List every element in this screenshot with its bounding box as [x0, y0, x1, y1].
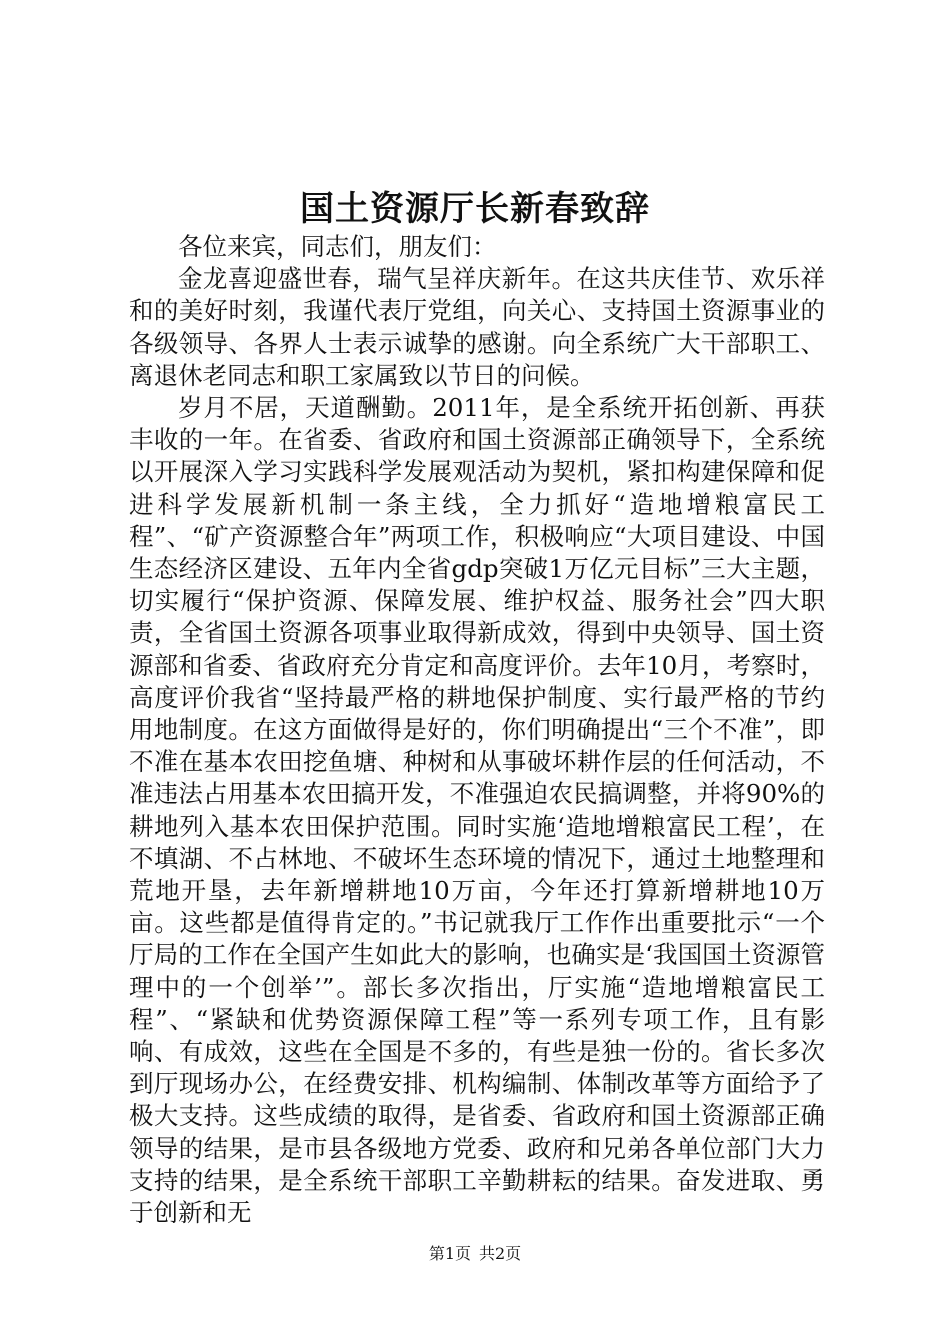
- page-total: 共2页: [479, 1244, 522, 1263]
- review-paragraph: 岁月不居，天道酬勤。2011年，是全系统开拓创新、再获丰收的一年。在省委、省政府和国土资源部正确领导下，全系统以开展深入学习实践科学发展观活动为契机，紧扣构建保障和促进科学发展新机制一条主线，全力抓好“造地增粮富民工程”、“矿产资源整合年”两项工作，积极响应“大项目建设、中国生态经济区建设、五年内全省gdp突破1万亿元目标”三大主题，切实履行“保护资源、保障发展、维护权益、服务社会”四大职责，全省国土资源各项事业取得新成效，得到中央领导、国土资源部和省委、省政府充分肯定和高度评价。去年10月，考察时，高度评价我省“坚持最严格的耕地保护制度、实行最严格的节约用地制度。在这方面做得是好的，你们明确提出“三个不准”，即不准在基本农田挖鱼塘、种树和从事破坏耕作层的任何活动，不准违法占用基本农田搞开发，不准强迫农民搞调整，并将90%的耕地列入基本农田保护范围。同时实施‘造地增粮富民工程’，在不填湖、不占林地、不破坏生态环境的情况下，通过土地整理和荒地开垦，去年新增耕地10万亩，今年还打算新增耕地10万亩。这些都是值得肯定的。”书记就我厅工作作出重要批示“一个厅局的工作在全国产生如此大的影响，也确实是‘我国国土资源管理中的一个创举’”。部长多次指出，厅实施“造地增粮富民工程”、“紧缺和优势资源保障工程”等一系列专项工作，且有影响、有成效，这些在全国是不多的，有些是独一份的。省长多次到厅现场办公，在经费安排、机构编制、体制改革等方面给予了极大支持。这些成绩的取得，是省委、省政府和国土资源部正确领导的结果，是市县各级地方党委、政府和兄弟各单位部门大力支持的结果，是全系统干部职工辛勤耕耘的结果。奋发进取、勇于创新和无: [129, 393, 825, 1228]
- salutation-paragraph: 各位来宾，同志们，朋友们：: [178, 232, 497, 261]
- page-number: 第1页: [428, 1244, 471, 1263]
- document-title: 国土资源厅长新春致辞: [300, 189, 650, 229]
- document-body: [129, 231, 825, 1229]
- greeting-paragraph: 金龙喜迎盛世春，瑞气呈祥庆新年。在这共庆佳节、欢乐祥和的美好时刻，我谨代表厅党组，向关心、支持国土资源事业的各级领导、各界人士表示诚挚的感谢。向全系统广大干部职工、离退休老同志和职工家属致以节日的问候。: [129, 264, 825, 390]
- page-footer: [0, 1244, 950, 1264]
